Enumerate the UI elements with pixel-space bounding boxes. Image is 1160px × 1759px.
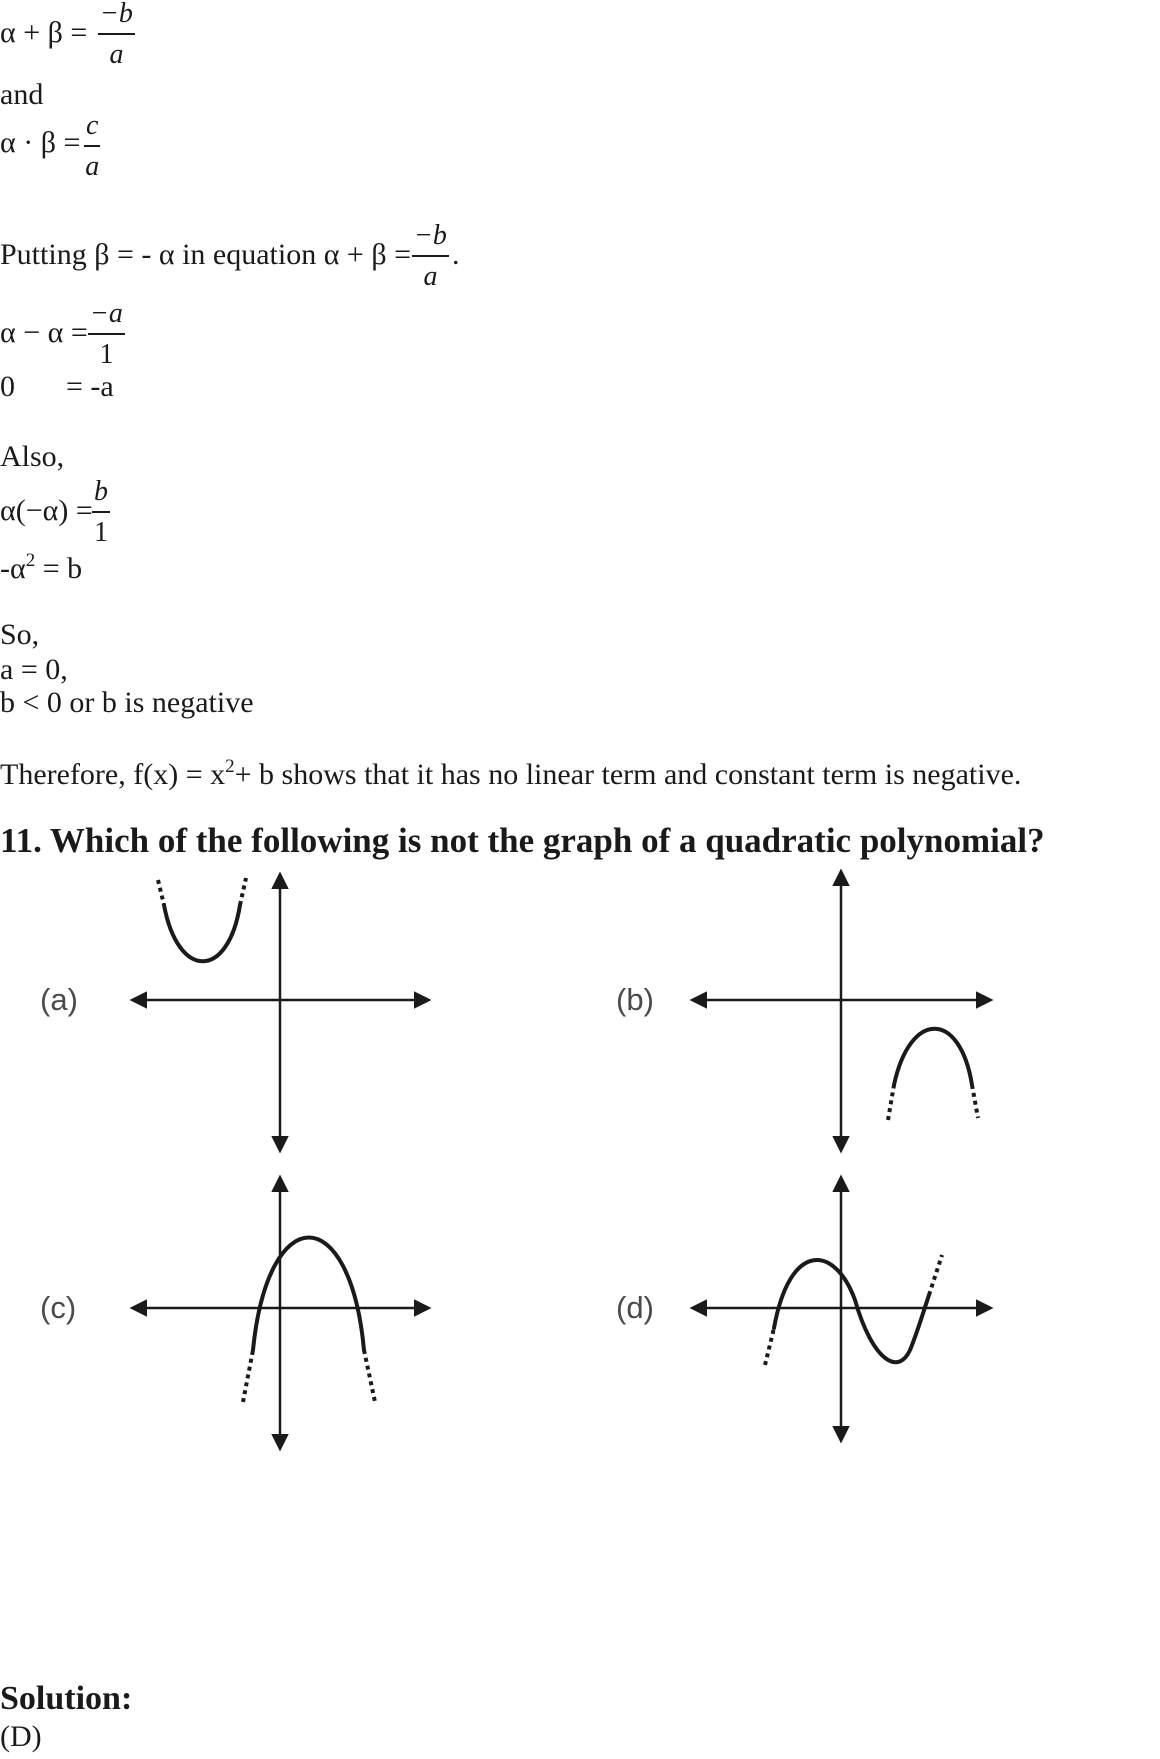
curve-dashed-end (158, 880, 164, 905)
fraction-numerator: b (92, 478, 110, 513)
fraction-numerator: −b (98, 0, 135, 35)
solution-heading: Solution: (0, 1680, 133, 1717)
fraction-numerator: −b (412, 222, 449, 257)
and-text: and (0, 78, 44, 111)
b-negative: b < 0 or b is negative (0, 686, 254, 719)
therefore-text (0, 757, 1021, 790)
graph-a-label: (a) (40, 982, 78, 1017)
curve-dashed-end (972, 1085, 978, 1118)
putting-text: Putting β = - α in equation α + β = (0, 238, 412, 271)
step4-post: = b (35, 552, 83, 585)
putting-fraction (412, 222, 449, 291)
graph-c (40, 1178, 428, 1448)
fraction-numerator: c (84, 112, 100, 147)
therefore-post: + b shows that it has no linear term and constant term is negative. (234, 758, 1022, 791)
curve-dashed-end (243, 1350, 253, 1402)
fraction-denominator: 1 (99, 339, 114, 370)
graph-d (616, 1178, 990, 1440)
curve-dashed-end (765, 1328, 774, 1365)
also-text: Also, (0, 440, 65, 473)
step1-lhs: α − α = (0, 316, 88, 349)
step4-equation (0, 551, 82, 584)
graphs-figure (0, 860, 1160, 1580)
fraction-denominator: a (85, 151, 100, 182)
fraction-denominator: a (109, 39, 124, 70)
a-equals-zero: a = 0, (0, 653, 68, 686)
fraction-denominator: a (423, 261, 438, 292)
step2-lhs: 0 (0, 370, 15, 403)
graph-a (40, 875, 428, 1150)
sum-of-roots-lhs: α + β = (0, 16, 88, 49)
graph-b (616, 872, 990, 1150)
step3-fraction (92, 478, 110, 547)
therefore-exponent: 2 (225, 756, 235, 777)
product-of-roots-lhs: α · β = (0, 126, 81, 159)
sum-of-roots-fraction (98, 0, 135, 69)
cubic-curve (774, 1260, 929, 1362)
fraction-denominator: 1 (94, 517, 108, 548)
graph-c-label: (c) (40, 1290, 77, 1325)
solution-answer: (D) (0, 1720, 42, 1753)
step2-rhs: = -a (66, 370, 114, 403)
so-text: So, (0, 618, 40, 651)
therefore-pre: Therefore, f(x) = x (0, 758, 226, 791)
downward-parabola (253, 1238, 364, 1351)
step3-lhs: α(−α) = (0, 494, 93, 527)
fraction-numerator: −a (88, 300, 125, 335)
downward-parabola (894, 1029, 972, 1085)
step4-pre: -α (0, 552, 26, 585)
upward-parabola (164, 905, 240, 961)
curve-dashed-end (929, 1255, 942, 1295)
step4-exponent: 2 (25, 550, 36, 571)
graph-b-label: (b) (616, 982, 654, 1017)
curve-dashed-end (888, 1085, 894, 1120)
graph-d-label: (d) (616, 1290, 654, 1325)
curve-dashed-end (364, 1350, 375, 1402)
putting-period: . (452, 238, 460, 271)
question-title: 11. Which of the following is not the graph of a quadratic polynomial? (0, 821, 1045, 860)
curve-dashed-end (240, 878, 246, 905)
step1-fraction (88, 300, 125, 369)
product-of-roots-fraction (84, 112, 100, 181)
